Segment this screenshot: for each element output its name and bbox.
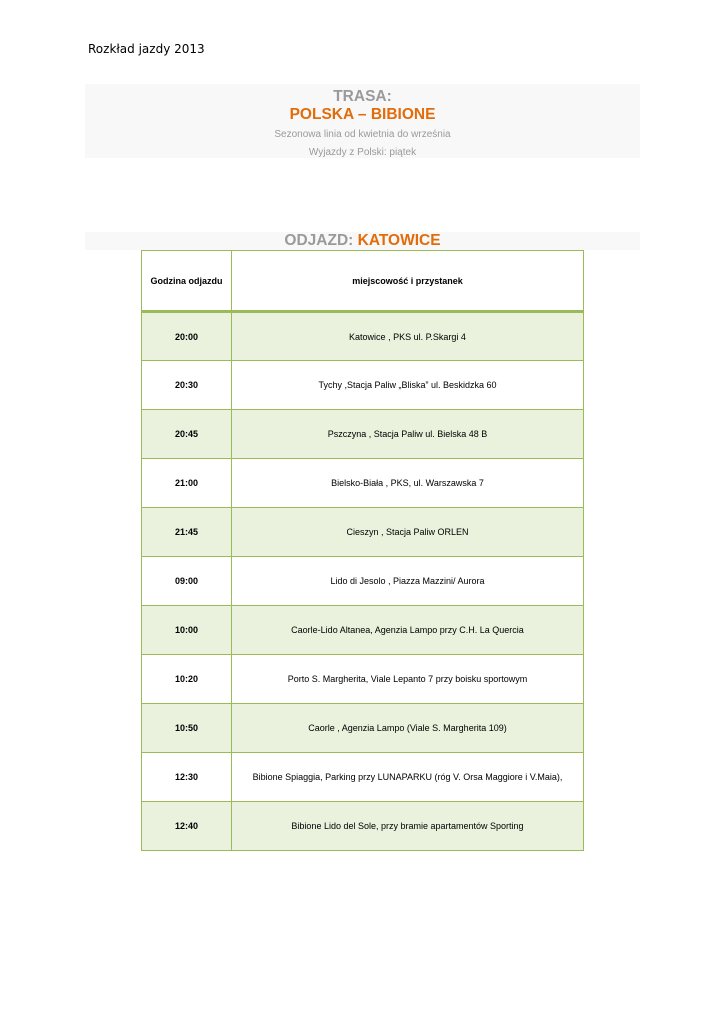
departure-time: 21:00 xyxy=(142,459,232,508)
stop-location: Lido di Jesolo , Piazza Mazzini/ Aurora xyxy=(232,557,584,606)
header-time: Godzina odjazdu xyxy=(142,251,232,312)
route-label: TRASA: xyxy=(333,88,392,105)
table-row xyxy=(142,312,584,361)
table-row xyxy=(142,508,584,557)
departure-heading xyxy=(85,232,640,250)
stop-location: Tychy ,Stacja Paliw „Bliska” ul. Beskidzka 60 xyxy=(232,361,584,410)
stop-location: Katowice , PKS ul. P.Skargi 4 xyxy=(232,312,584,361)
departure-time: 12:40 xyxy=(142,802,232,851)
table-row xyxy=(142,557,584,606)
header-stop: miejscowość i przystanek xyxy=(232,251,584,312)
table-row xyxy=(142,802,584,851)
departure-days-note: Wyjazdy z Polski: piątek xyxy=(308,147,417,158)
stop-location: Caorle , Agenzia Lampo (Viale S. Margherita 109) xyxy=(232,704,584,753)
season-note: Sezonowa linia od kwietnia do września xyxy=(274,129,451,140)
table-row xyxy=(142,704,584,753)
departure-time: 20:45 xyxy=(142,410,232,459)
table-row xyxy=(142,410,584,459)
stop-location: Caorle-Lido Altanea, Agenzia Lampo przy C.H. La Quercia xyxy=(232,606,584,655)
route-box xyxy=(85,84,640,158)
departure-time: 20:30 xyxy=(142,361,232,410)
departure-time: 20:00 xyxy=(142,312,232,361)
stop-location: Bielsko-Biała , PKS, ul. Warszawska 7 xyxy=(232,459,584,508)
departure-time: 21:45 xyxy=(142,508,232,557)
stop-location: Pszczyna , Stacja Paliw ul. Bielska 48 B xyxy=(232,410,584,459)
route-name: POLSKA – BIBIONE xyxy=(289,106,436,123)
schedule-table xyxy=(141,250,584,851)
departure-time: 10:50 xyxy=(142,704,232,753)
table-row xyxy=(142,753,584,802)
table-row xyxy=(142,655,584,704)
table-header-row xyxy=(142,251,584,312)
table-row xyxy=(142,361,584,410)
departure-city: KATOWICE xyxy=(357,232,441,249)
departure-time: 12:30 xyxy=(142,753,232,802)
stop-location: Bibione Spiaggia, Parking przy LUNAPARKU (róg V. Orsa Maggiore i V.Maia), xyxy=(232,753,584,802)
departure-time: 10:00 xyxy=(142,606,232,655)
stop-location: Cieszyn , Stacja Paliw ORLEN xyxy=(232,508,584,557)
table-row xyxy=(142,606,584,655)
stop-location: Porto S. Margherita, Viale Lepanto 7 przy boisku sportowym xyxy=(232,655,584,704)
stop-location: Bibione Lido del Sole, przy bramie apartamentów Sporting xyxy=(232,802,584,851)
table-row xyxy=(142,459,584,508)
departure-time: 09:00 xyxy=(142,557,232,606)
departure-label: ODJAZD: xyxy=(284,232,358,249)
departure-time: 10:20 xyxy=(142,655,232,704)
document-header: Rozkład jazdy 2013 xyxy=(88,42,205,56)
